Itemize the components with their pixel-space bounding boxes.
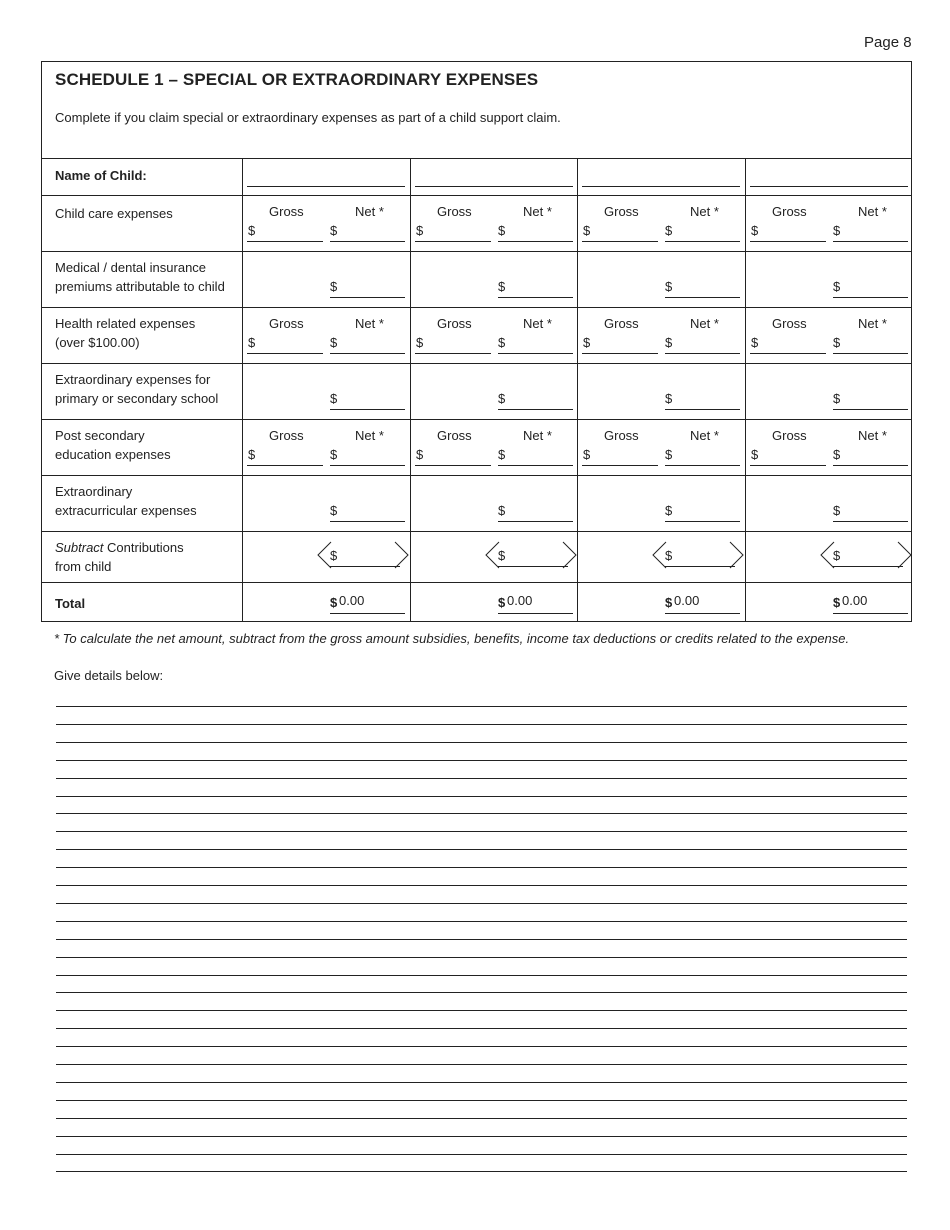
dollar-sign: $ xyxy=(498,391,506,406)
net-amount-field[interactable] xyxy=(833,297,908,298)
row-label-subtract: Subtract Contributions from child xyxy=(55,540,184,574)
net-amount-field[interactable] xyxy=(330,521,405,522)
dollar-sign: $ xyxy=(498,595,506,610)
schedule-table xyxy=(41,61,912,622)
page-number: Page 8 xyxy=(864,34,912,51)
dollar-sign: $ xyxy=(416,223,424,238)
total-amount[interactable]: 0.00 xyxy=(507,593,533,608)
table-rule xyxy=(42,251,911,252)
child-name-field[interactable] xyxy=(750,186,908,187)
gross-label: Gross xyxy=(269,316,304,331)
gross-amount-field[interactable] xyxy=(750,353,826,354)
table-rule xyxy=(42,419,911,420)
subtract-bracket-icon xyxy=(650,539,750,573)
gross-label: Gross xyxy=(269,204,304,219)
net-label: Net * xyxy=(355,428,384,443)
net-label: Net * xyxy=(690,316,719,331)
net-amount-field[interactable] xyxy=(330,241,405,242)
dollar-sign: $ xyxy=(330,223,338,238)
gross-amount-field[interactable] xyxy=(415,465,491,466)
row-label-school: Extraordinary expenses for primary or secondary school xyxy=(55,372,219,406)
table-rule xyxy=(42,363,911,364)
details-line[interactable] xyxy=(56,867,907,868)
dollar-sign: $ xyxy=(583,335,591,350)
row-label-name-of-child: Name of Child: xyxy=(55,168,147,183)
row-label-post-secondary: Post secondary education expenses xyxy=(55,428,171,462)
details-line[interactable] xyxy=(56,724,907,725)
dollar-sign: $ xyxy=(583,447,591,462)
net-amount-field[interactable] xyxy=(330,297,405,298)
gross-label: Gross xyxy=(772,428,807,443)
subtract-bracket-icon xyxy=(315,539,415,573)
net-label: Net * xyxy=(858,204,887,219)
dollar-sign: $ xyxy=(665,335,673,350)
dollar-sign: $ xyxy=(498,279,506,294)
subtract-bracket-icon xyxy=(818,539,918,573)
dollar-sign: $ xyxy=(330,335,338,350)
total-amount-field xyxy=(498,613,573,614)
gross-label: Gross xyxy=(437,316,472,331)
table-rule xyxy=(42,195,911,196)
net-amount-field[interactable] xyxy=(833,521,908,522)
net-label: Net * xyxy=(523,316,552,331)
gross-label: Gross xyxy=(269,428,304,443)
dollar-sign: $ xyxy=(330,391,338,406)
details-line[interactable] xyxy=(56,957,907,958)
details-line[interactable] xyxy=(56,1100,907,1101)
dollar-sign: $ xyxy=(416,447,424,462)
dollar-sign: $ xyxy=(665,447,673,462)
net-label: Net * xyxy=(858,316,887,331)
dollar-sign: $ xyxy=(833,447,841,462)
dollar-sign: $ xyxy=(330,279,338,294)
dollar-sign: $ xyxy=(751,335,759,350)
dollar-sign: $ xyxy=(833,548,841,563)
gross-amount-field[interactable] xyxy=(582,353,658,354)
dollar-sign: $ xyxy=(751,223,759,238)
dollar-sign: $ xyxy=(330,503,338,518)
dollar-sign: $ xyxy=(330,447,338,462)
gross-amount-field[interactable] xyxy=(582,241,658,242)
details-line[interactable] xyxy=(56,975,907,976)
total-amount[interactable]: 0.00 xyxy=(339,593,365,608)
dollar-sign: $ xyxy=(416,335,424,350)
details-line[interactable] xyxy=(56,831,907,832)
dollar-sign: $ xyxy=(248,447,256,462)
details-line[interactable] xyxy=(56,1082,907,1083)
gross-amount-field[interactable] xyxy=(582,465,658,466)
net-amount-field[interactable] xyxy=(665,353,740,354)
net-amount-field[interactable] xyxy=(833,241,908,242)
dollar-sign: $ xyxy=(665,223,673,238)
net-amount-field[interactable] xyxy=(330,409,405,410)
total-amount[interactable]: 0.00 xyxy=(674,593,700,608)
net-amount-field[interactable] xyxy=(665,521,740,522)
net-label: Net * xyxy=(523,204,552,219)
details-line[interactable] xyxy=(56,760,907,761)
gross-amount-field[interactable] xyxy=(247,353,323,354)
details-line[interactable] xyxy=(56,849,907,850)
total-amount[interactable]: 0.00 xyxy=(842,593,868,608)
details-line[interactable] xyxy=(56,1010,907,1011)
net-label: Net * xyxy=(355,316,384,331)
dollar-sign: $ xyxy=(833,223,841,238)
net-amount-field[interactable] xyxy=(665,409,740,410)
dollar-sign: $ xyxy=(833,335,841,350)
details-line[interactable] xyxy=(56,903,907,904)
subtract-bracket-icon xyxy=(483,539,583,573)
net-amount-field[interactable] xyxy=(665,241,740,242)
dollar-sign: $ xyxy=(833,279,841,294)
net-label: Net * xyxy=(858,428,887,443)
details-line[interactable] xyxy=(56,939,907,940)
table-rule xyxy=(42,475,911,476)
net-amount-field[interactable] xyxy=(498,465,573,466)
gross-label: Gross xyxy=(604,428,639,443)
net-label: Net * xyxy=(523,428,552,443)
dollar-sign: $ xyxy=(498,548,506,563)
details-line[interactable] xyxy=(56,778,907,779)
gross-amount-field[interactable] xyxy=(247,465,323,466)
gross-amount-field[interactable] xyxy=(415,241,491,242)
details-line[interactable] xyxy=(56,1171,907,1172)
details-line[interactable] xyxy=(56,921,907,922)
child-name-field[interactable] xyxy=(247,186,405,187)
dollar-sign: $ xyxy=(665,391,673,406)
dollar-sign: $ xyxy=(248,335,256,350)
net-amount-field[interactable] xyxy=(833,353,908,354)
net-amount-field[interactable] xyxy=(498,353,573,354)
dollar-sign: $ xyxy=(665,279,673,294)
dollar-sign: $ xyxy=(330,595,338,610)
dollar-sign: $ xyxy=(665,595,673,610)
table-rule xyxy=(42,531,911,532)
net-amount-field[interactable] xyxy=(665,465,740,466)
dollar-sign: $ xyxy=(833,391,841,406)
details-line[interactable] xyxy=(56,813,907,814)
details-line[interactable] xyxy=(56,1028,907,1029)
row-label-extracurricular: Extraordinary extracurricular expenses xyxy=(55,484,197,518)
table-rule xyxy=(42,307,911,308)
gross-amount-field[interactable] xyxy=(750,241,826,242)
net-amount-field[interactable] xyxy=(330,465,405,466)
dollar-sign: $ xyxy=(248,223,256,238)
gross-label: Gross xyxy=(437,204,472,219)
gross-label: Gross xyxy=(772,204,807,219)
details-line[interactable] xyxy=(56,992,907,993)
net-label: Net * xyxy=(690,428,719,443)
dollar-sign: $ xyxy=(330,548,338,563)
footnote: * To calculate the net amount, subtract from the gross amount subsidies, benefits, income tax deductions or credits related to the expense. xyxy=(54,631,850,646)
column-rule xyxy=(242,158,243,621)
details-line[interactable] xyxy=(56,885,907,886)
dollar-sign: $ xyxy=(498,447,506,462)
net-amount-field[interactable] xyxy=(498,297,573,298)
total-amount-field xyxy=(330,613,405,614)
dollar-sign: $ xyxy=(665,503,673,518)
total-amount-field xyxy=(665,613,740,614)
dollar-sign: $ xyxy=(833,503,841,518)
gross-label: Gross xyxy=(604,204,639,219)
gross-label: Gross xyxy=(604,316,639,331)
dollar-sign: $ xyxy=(498,335,506,350)
dollar-sign: $ xyxy=(498,223,506,238)
gross-amount-field[interactable] xyxy=(247,241,323,242)
net-amount-field[interactable] xyxy=(833,465,908,466)
child-name-field[interactable] xyxy=(415,186,573,187)
net-amount-field[interactable] xyxy=(833,409,908,410)
details-line[interactable] xyxy=(56,1118,907,1119)
dollar-sign: $ xyxy=(751,447,759,462)
table-rule xyxy=(42,582,911,583)
gross-amount-field[interactable] xyxy=(750,465,826,466)
gross-amount-field[interactable] xyxy=(415,353,491,354)
total-amount-field xyxy=(833,613,908,614)
details-line[interactable] xyxy=(56,706,907,707)
net-amount-field[interactable] xyxy=(498,409,573,410)
row-label-child-care: Child care expenses xyxy=(55,206,173,221)
gross-label: Gross xyxy=(772,316,807,331)
net-amount-field[interactable] xyxy=(498,241,573,242)
dollar-sign: $ xyxy=(498,503,506,518)
net-amount-field[interactable] xyxy=(330,353,405,354)
row-label-medical: Medical / dental insurance premiums attributable to child xyxy=(55,260,225,294)
net-label: Net * xyxy=(690,204,719,219)
net-amount-field[interactable] xyxy=(665,297,740,298)
details-line[interactable] xyxy=(56,1064,907,1065)
details-label: Give details below: xyxy=(54,668,164,683)
dollar-sign: $ xyxy=(833,595,841,610)
details-line[interactable] xyxy=(56,796,907,797)
net-label: Net * xyxy=(355,204,384,219)
row-label-health: Health related expenses (over $100.00) xyxy=(55,316,196,350)
details-line[interactable] xyxy=(56,1046,907,1047)
dollar-sign: $ xyxy=(583,223,591,238)
gross-label: Gross xyxy=(437,428,472,443)
details-line[interactable] xyxy=(56,1136,907,1137)
dollar-sign: $ xyxy=(665,548,673,563)
row-label-total: Total xyxy=(55,596,86,611)
table-rule xyxy=(42,158,911,159)
net-amount-field[interactable] xyxy=(498,521,573,522)
schedule-title: SCHEDULE 1 – SPECIAL OR EXTRAORDINARY EXPENSES xyxy=(55,70,539,89)
schedule-instruction: Complete if you claim special or extraordinary expenses as part of a child support claim. xyxy=(55,110,561,125)
child-name-field[interactable] xyxy=(582,186,740,187)
details-line[interactable] xyxy=(56,742,907,743)
details-line[interactable] xyxy=(56,1154,907,1155)
